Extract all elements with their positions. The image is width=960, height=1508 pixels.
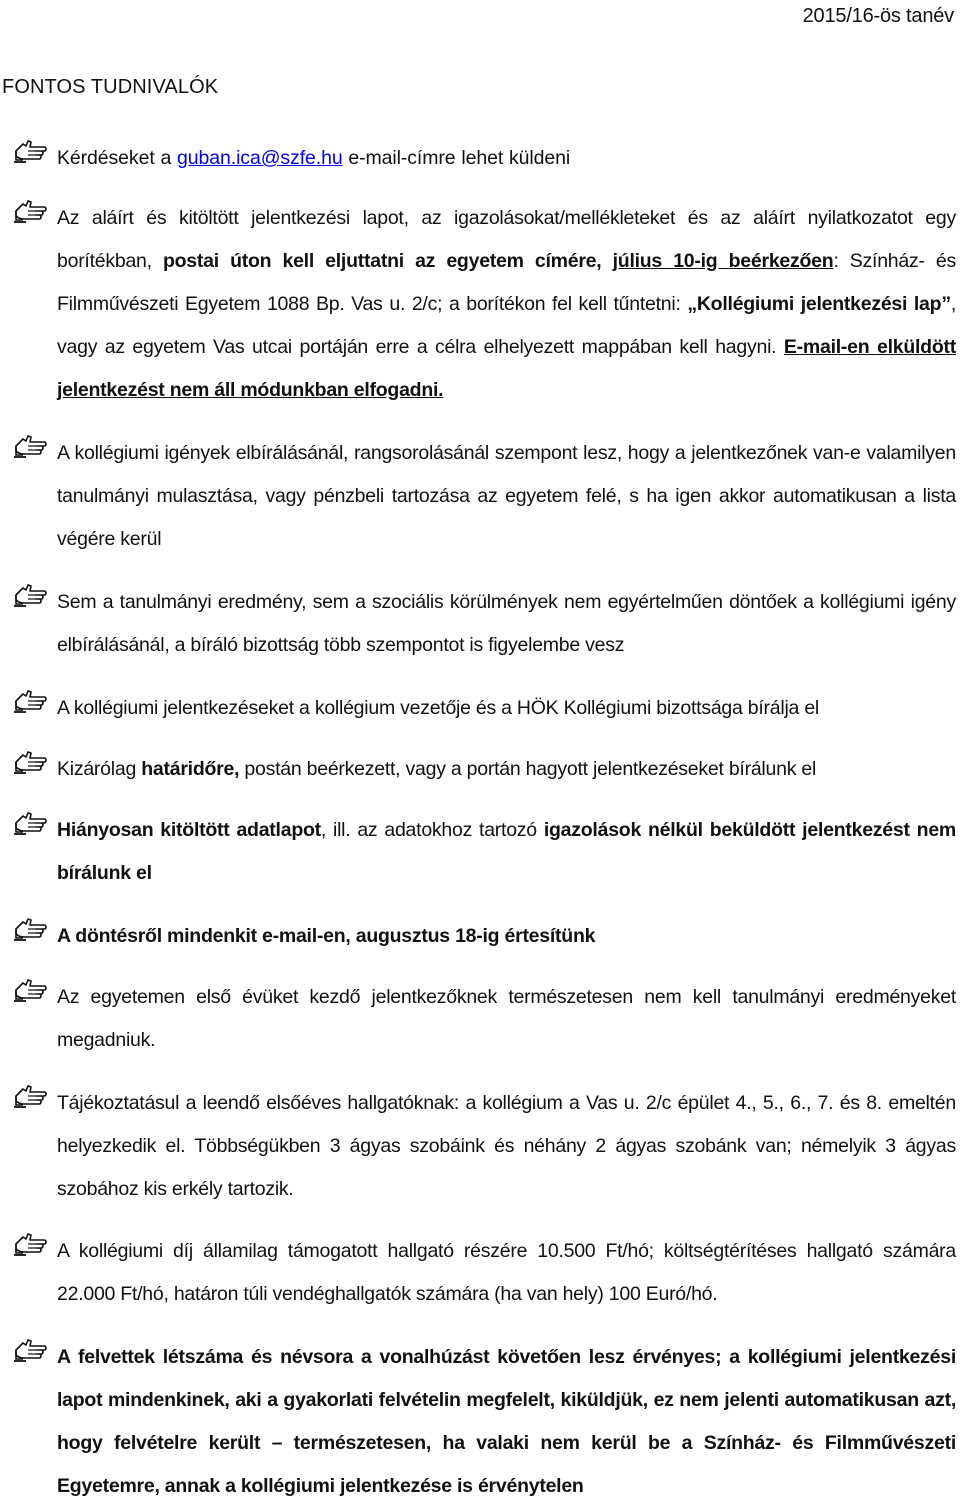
list-item-text (57, 809, 956, 895)
text-segment: postán beérkezett, vagy a portán hagyott jelentkezéseket bírálunk el (239, 758, 817, 780)
text-segment-bold: postai úton kell eljuttatni az egyetem címére, (162, 250, 613, 272)
list-item (14, 687, 956, 730)
list-item (14, 1082, 956, 1211)
quote-mark: ” (941, 293, 951, 315)
hand-pointing-icon (14, 810, 48, 836)
list-item-text: Sem a tanulmányi eredmény, sem a szociális körülmények nem egyértelműen döntőek a kollégiumi igény elbírálásánál, a bíráló bizottság több szempontot is figyelembe vesz (57, 591, 956, 656)
text-segment: Kizárólag (57, 758, 142, 780)
list-item-text: Az egyetemen első évüket kezdő jelentkezőknek természetesen nem kell tanulmányi eredményeket megadniuk. (57, 986, 956, 1051)
hand-pointing-icon (14, 433, 48, 459)
hand-pointing-icon (14, 1083, 48, 1109)
deadline-text: július 10-ig beérkezően (612, 250, 834, 272)
text-segment: Kérdéseket a (57, 147, 178, 169)
list-item-text: A kollégiumi igények elbírálásánál, rangsorolásánál szempont lesz, hogy a jelentkezőnek van-e valamilyen tanulmányi mulasztása, vagy pénzbeli tartozása az egyetem felé, s ha igen akkor automatikusan a lista végére kerül (57, 442, 956, 550)
text-segment: : Színház- és Filmművészeti Egyetem 1088 Bp. Vas u. 2/c; a borítékon fel kell tűntetni: (57, 250, 956, 315)
list-item (14, 197, 956, 412)
text-segment-bold: A felvettek létszáma és névsora a vonalhúzást követően lesz érvényes; a kollégiumi jelentkezési lapot mindenkinek, aki a gyakorlati felvételin megfelelt, kiküldjük, ez nem jelenti automatikusan azt, hogy felvételre került – természetesen, ha valaki nem kerül be a Színház- és Filmművészeti Egyetemre, annak a kollégiumi jelentkezése is érvénytelen (57, 1346, 956, 1497)
list-item-text: A kollégiumi jelentkezéseket a kollégium vezetője és a HÖK Kollégiumi bizottsága bírálja el (57, 697, 819, 719)
hand-pointing-icon (14, 138, 48, 164)
email-link[interactable]: guban.ica@szfe.hu (177, 147, 343, 169)
hand-pointing-icon (14, 977, 48, 1003)
list-item-text: A kollégiumi díj államilag támogatott hallgató részére 10.500 Ft/hó; költségtérítéses hallgató számára 22.000 Ft/hó, határon túli vendéghallgatók számára (ha van hely) 100 Euró/hó. (57, 1240, 956, 1305)
hand-pointing-icon (14, 688, 48, 714)
text-segment: Az aláírt és kitöltött jelentkezési lapot, az igazolásokat/mellékleteket és az aláírt nyilatkozatot egy borítékban, (57, 207, 956, 272)
year-label: 2015/16-ös tanév (802, 5, 954, 27)
list-item (14, 748, 956, 791)
list-item (14, 976, 956, 1062)
list-item-text (57, 915, 956, 958)
list-item (14, 809, 956, 895)
hand-pointing-icon (14, 1337, 48, 1363)
text-segment-bold: Hiányosan kitöltött adatlapot (57, 819, 321, 841)
list-item (14, 1336, 956, 1508)
list-item-text (57, 197, 956, 412)
text-segment: e-mail-címre lehet küldeni (342, 147, 571, 169)
text-segment-bold: igazolások nélkül beküldött jelentkezést nem bírálunk el (57, 819, 957, 884)
list-item (14, 137, 956, 180)
text-segment: , ill. az adatokhoz tartozó (320, 819, 544, 841)
list-item-text (57, 1336, 956, 1508)
page-title: FONTOS TUDNIVALÓK (2, 76, 219, 98)
list-item-text (57, 748, 956, 791)
list-item (14, 1230, 956, 1316)
hand-pointing-icon (14, 582, 48, 608)
quote-mark: „ (687, 293, 697, 315)
hand-pointing-icon (14, 198, 48, 224)
warning-text: E-mail-en elküldött jelentkezést nem áll módunkban elfogadni. (57, 336, 956, 401)
hand-pointing-icon (14, 1231, 48, 1257)
text-segment-bold: A döntésről mindenkit e-mail-en, augusztus 18-ig értesítünk (57, 925, 596, 947)
text-segment: , vagy az egyetem Vas utcai portáján erre a célra elhelyezett mappában kell hagyni. (57, 293, 956, 358)
text-segment-bold: határidőre, (141, 758, 240, 780)
text-segment-bold: Kollégiumi jelentkezési lap (696, 293, 942, 315)
list-item-text (57, 137, 956, 180)
list-item (14, 915, 956, 958)
hand-pointing-icon (14, 749, 48, 775)
list-item (14, 581, 956, 667)
list-item (14, 432, 956, 561)
hand-pointing-icon (14, 916, 48, 942)
list-item-text: Tájékoztatásul a leendő elsőéves hallgatóknak: a kollégium a Vas u. 2/c épület 4., 5., 6., 7. és 8. emeltén helyezkedik el. Többségükben 3 ágyas szobáink és néhány 2 ágyas szobánk van; némelyik 3 ágyas szobához kis erkély tartozik. (57, 1092, 956, 1200)
